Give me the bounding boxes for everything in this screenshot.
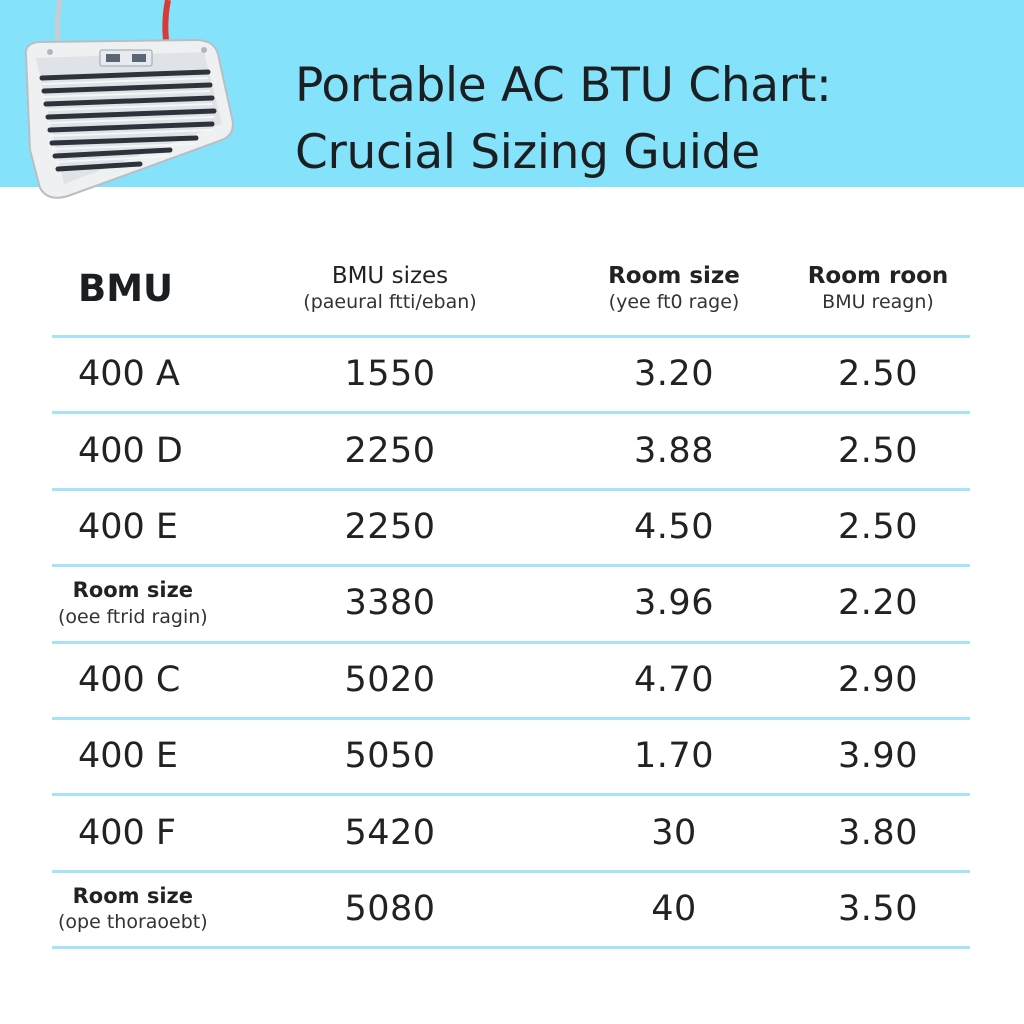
table-row (52, 412, 970, 488)
cell-room-size: 30 (651, 812, 697, 853)
table-row (52, 794, 970, 870)
cell-room-roon: 2.50 (838, 506, 918, 547)
cell-room-roon: 3.50 (838, 888, 918, 929)
cell-room-roon: 2.50 (838, 430, 918, 471)
cell-room-roon: 2.20 (838, 583, 918, 624)
row-label: 400 E (78, 736, 179, 777)
cell-bmu-size: 5020 (344, 659, 436, 700)
row-label: 400 F (78, 812, 177, 853)
column-header-room-size: Room size (yee ft0 rage) (608, 262, 740, 313)
title-line-1: Portable AC BTU Chart: (295, 58, 832, 113)
row-label: Room size (ope thoraoebt) (58, 883, 208, 934)
cell-room-size: 3.88 (634, 430, 714, 471)
cell-room-roon: 3.80 (838, 812, 918, 853)
cell-room-size: 40 (651, 888, 697, 929)
row-label: 400 C (78, 659, 181, 700)
table-row (52, 489, 970, 565)
page-title (295, 52, 995, 186)
cell-room-size: 4.70 (634, 659, 714, 700)
cell-room-roon: 2.50 (838, 354, 918, 395)
cell-bmu-size: 5050 (344, 736, 436, 777)
cell-room-size: 3.20 (634, 354, 714, 395)
row-label: Room size (oee ftrid ragin) (58, 578, 208, 628)
row-label: 400 E (78, 506, 179, 547)
cell-room-roon: 3.90 (838, 736, 918, 777)
cell-room-size: 3.96 (634, 583, 714, 624)
table-row (52, 871, 970, 947)
cell-room-size: 1.70 (634, 736, 714, 777)
cell-bmu-size: 3380 (344, 583, 436, 624)
row-divider (52, 946, 970, 949)
table-row (52, 336, 970, 412)
row-label: 400 D (78, 430, 183, 471)
cell-bmu-size: 2250 (344, 430, 436, 471)
cell-room-size: 4.50 (634, 506, 714, 547)
cell-bmu-size: 5420 (344, 812, 436, 853)
cell-bmu-size: 5080 (344, 888, 436, 929)
table-row (52, 565, 970, 641)
column-header-room-roon: Room roon BMU reagn) (807, 262, 949, 313)
table-row (52, 642, 970, 718)
cell-room-roon: 2.90 (838, 659, 918, 700)
row-label: 400 A (78, 354, 180, 395)
btu-table (52, 240, 970, 947)
column-header-bmu-sizes: BMU sizes (paeural ftti/eban) (303, 262, 477, 313)
table-header-row (52, 240, 970, 336)
cell-bmu-size: 2250 (344, 506, 436, 547)
portable-ac-unit-icon (0, 0, 250, 210)
table-row (52, 718, 970, 794)
column-header-bmu: BMU (78, 266, 174, 310)
cell-bmu-size: 1550 (344, 354, 436, 395)
title-line-2: Crucial Sizing Guide (295, 125, 760, 180)
